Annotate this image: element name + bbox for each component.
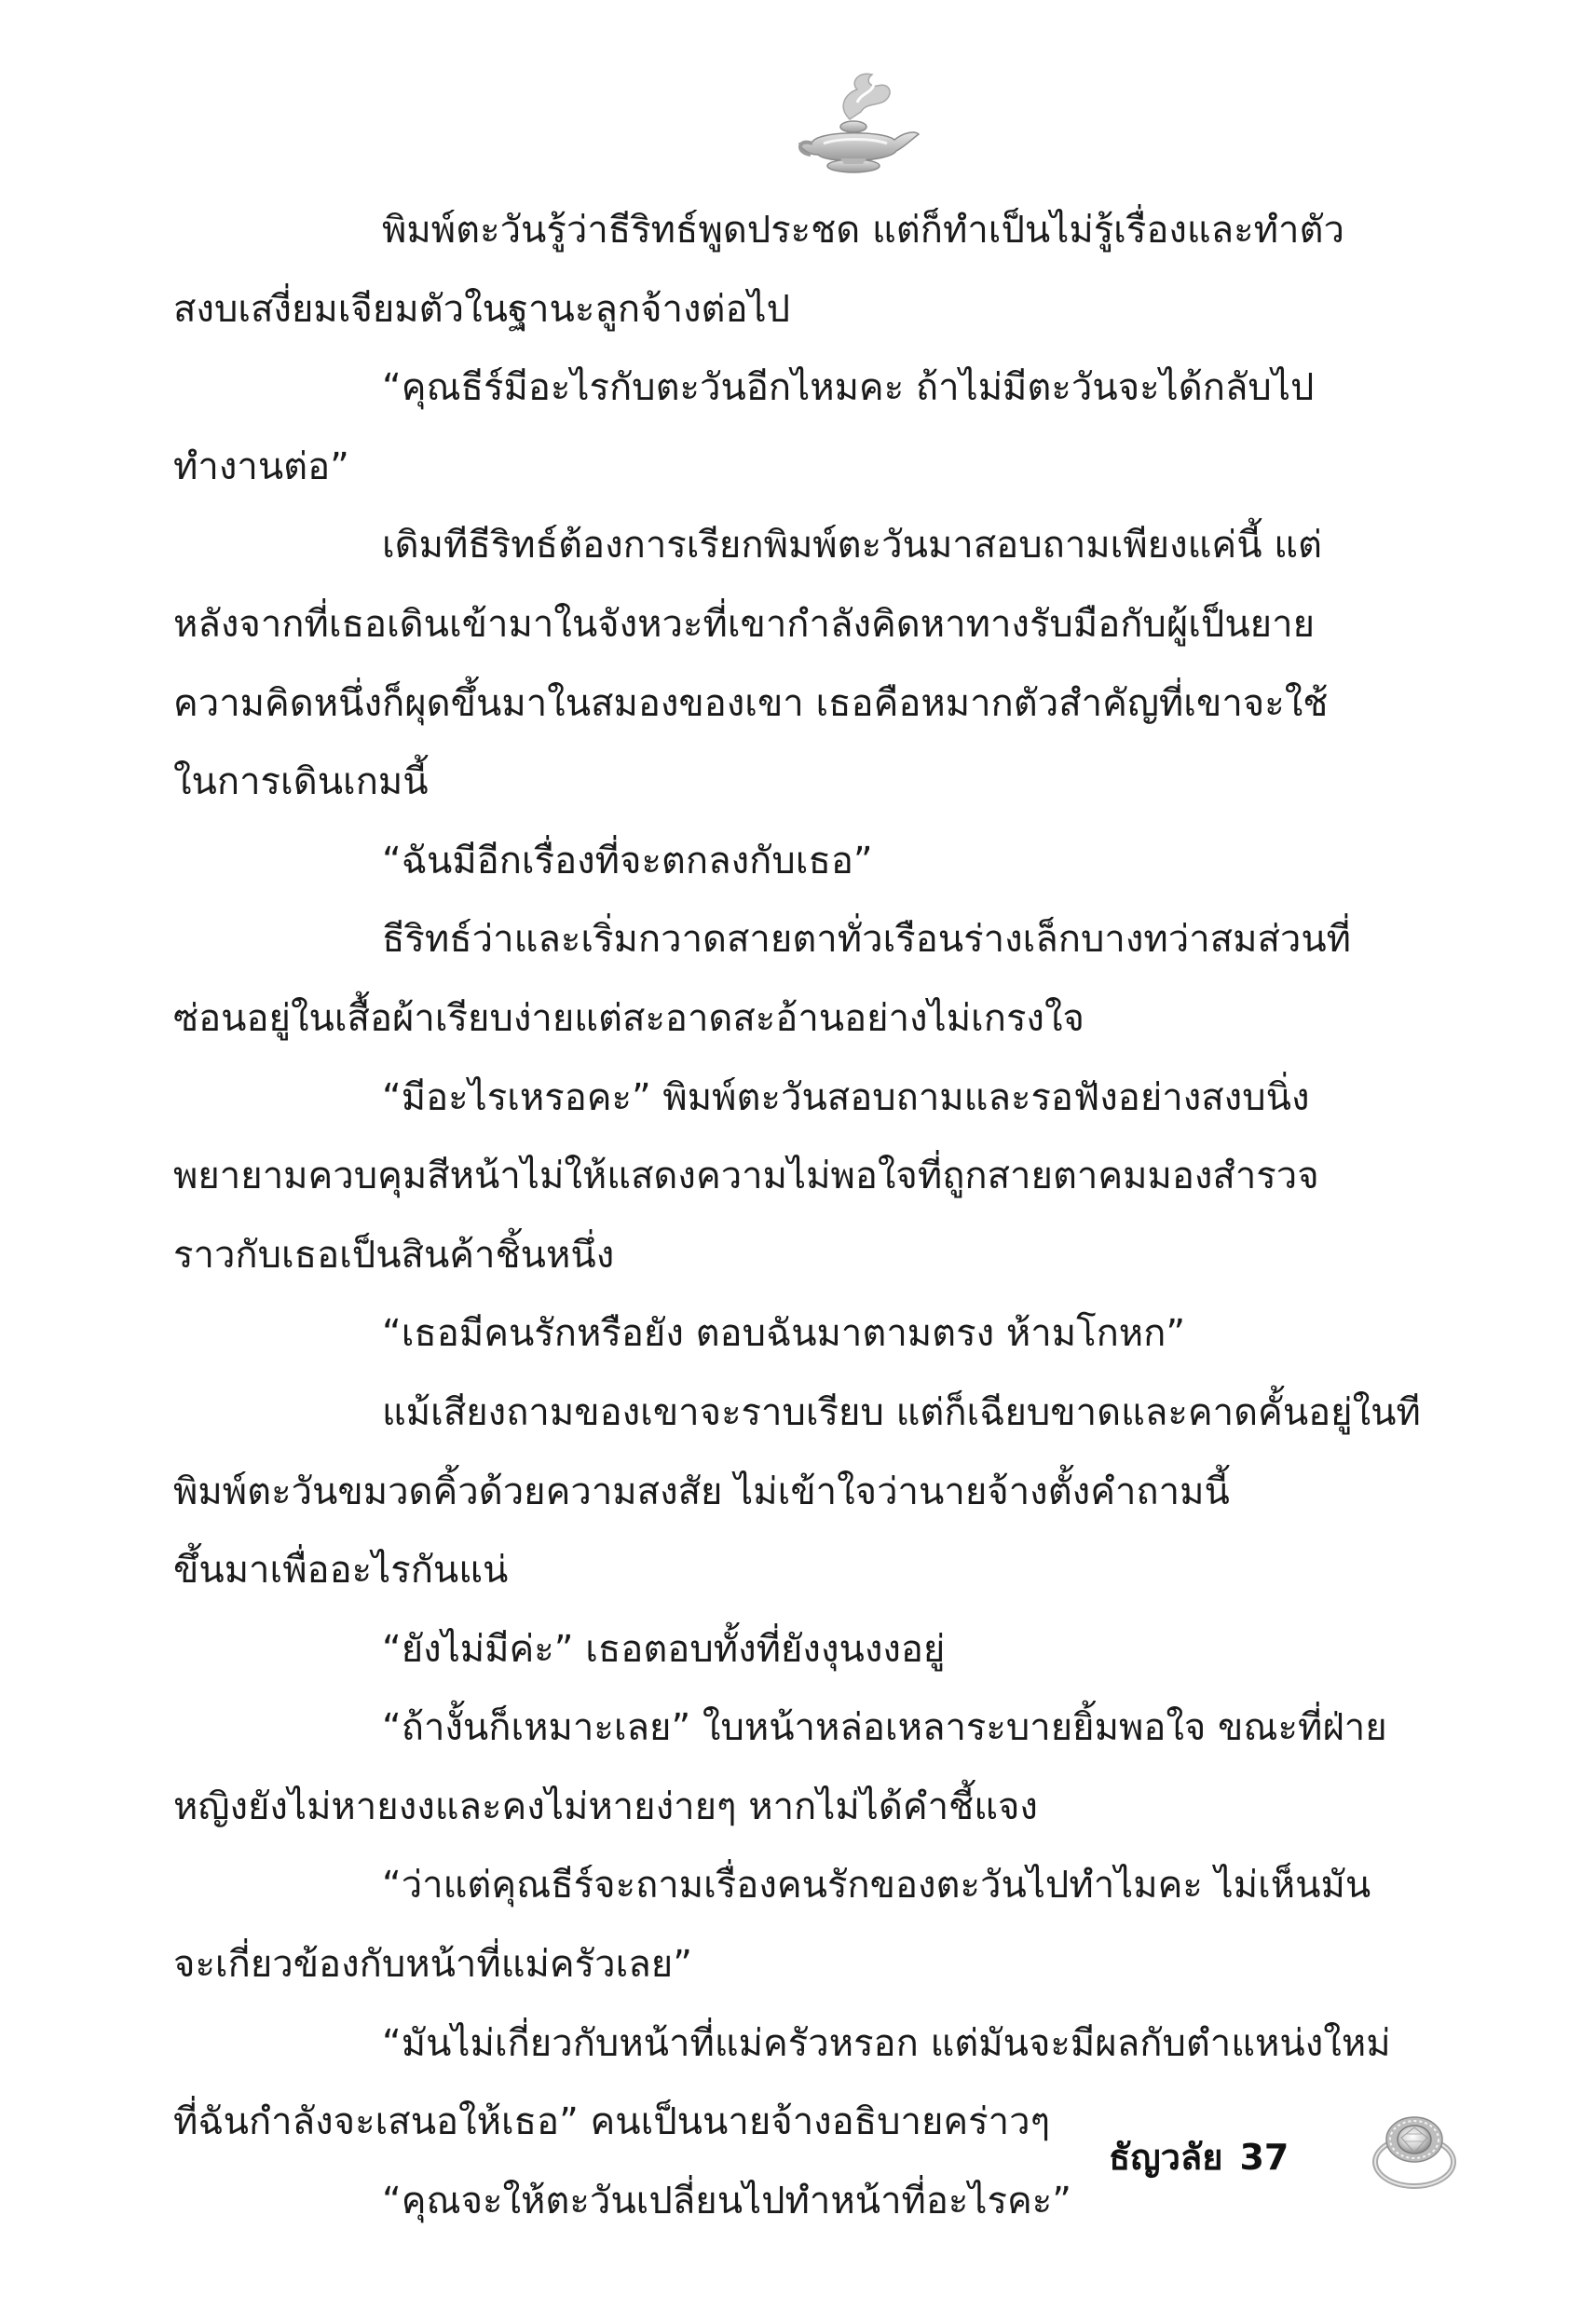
text-line: ขึ้นมาเพื่ออะไรกันแน่ (173, 1549, 509, 1593)
paragraph (173, 1374, 1438, 1610)
text-line: ราวกับเธอเป็นสินค้าชิ้นหนึ่ง (173, 1233, 615, 1277)
text-line: ทำงานต่อ” (173, 444, 349, 488)
paragraph (173, 1846, 1438, 2003)
paragraph (173, 1689, 1438, 1846)
text-line: แม้เสียงถามของเขาจะราบเรียบ แต่ก็เฉียบขาดและคาดคั้นอยู่ในที (382, 1390, 1421, 1434)
paragraph (173, 349, 1438, 506)
text-line: หลังจากที่เธอเดินเข้ามาในจังหวะที่เขากำลังคิดหาทางรับมือกับผู้เป็นยาย (173, 602, 1315, 646)
text-line: พยายามควบคุมสีหน้าไม่ให้แสดงความไม่พอใจที่ถูกสายตาคมมองสำรวจ (173, 1155, 1319, 1198)
text-line: “ถ้างั้นก็เหมาะเลย” ใบหน้าหล่อเหลาระบายยิ้มพอใจ ขณะที่ฝ่าย (382, 1706, 1387, 1750)
paragraph (173, 900, 1438, 1058)
paragraph (173, 506, 1438, 821)
paragraph (173, 1059, 1438, 1295)
text-line: เดิมทีธีริทธ์ต้องการเรียกพิมพ์ตะวันมาสอบถามเพียงแค่นี้ แต่ (382, 524, 1323, 567)
genie-lamp-icon (792, 65, 922, 186)
text-line: “มีอะไรเหรอคะ” พิมพ์ตะวันสอบถามและรอฟังอย่างสงบนิ่ง (382, 1075, 1310, 1119)
paragraph (278, 1610, 1438, 1689)
text-line: “คุณธีร์มีอะไรกับตะวันอีกไหมคะ ถ้าไม่มีตะวันจะได้กลับไป (382, 366, 1315, 410)
paragraph (278, 822, 1438, 901)
folio (1109, 2128, 1289, 2185)
text-line: สงบเสงี่ยมเจียมตัวในฐานะลูกจ้างต่อไป (173, 287, 791, 331)
text-line: ในการเดินเกมนี้ (173, 760, 429, 804)
text-line: “มันไม่เกี่ยวกับหน้าที่แม่ครัวหรอก แต่มันจะมีผลกับตำแหน่งใหม่ (382, 2021, 1391, 2065)
text-line: “คุณจะให้ตะวันเปลี่ยนไปทำหน้าที่อะไรคะ” (382, 2179, 1071, 2222)
text-line: “ยังไม่มีค่ะ” เธอตอบทั้งที่ยังงุนงงอยู่ (382, 1627, 946, 1671)
text-line: “เธอมีคนรักหรือยัง ตอบฉันมาตามตรง ห้ามโกหก” (382, 1312, 1186, 1356)
text-line: พิมพ์ตะวันรู้ว่าธีริทธ์พูดประชด แต่ก็ทำเป็นไม่รู้เรื่องและทำตัว (382, 209, 1344, 252)
page-footer (1109, 2097, 1481, 2199)
text-line: หญิงยังไม่หายงงและคงไม่หายง่ายๆ หากไม่ได้คำชี้แจง (173, 1785, 1038, 1828)
text-line: ความคิดหนึ่งก็ผุดขึ้นมาในสมองของเขา เธอคือหมากตัวสำคัญที่เขาจะใช้ (173, 681, 1329, 725)
paragraph (278, 1294, 1438, 1374)
chapter-body-text (173, 191, 1438, 2240)
text-line: จะเกี่ยวข้องกับหน้าที่แม่ครัวเลย” (173, 1943, 692, 1987)
paragraph (173, 191, 1438, 349)
text-line: “ว่าแต่คุณธีร์จะถามเรื่องคนรักของตะวันไปทำไมคะ ไม่เห็นมัน (382, 1864, 1371, 1908)
text-line: ที่ฉันกำลังจะเสนอให้เธอ” คนเป็นนายจ้างอธิบายคร่าวๆ (173, 2100, 1051, 2144)
text-line: “ฉันมีอีกเรื่องที่จะตกลงกับเธอ” (382, 839, 873, 882)
text-line: ซ่อนอยู่ในเสื้อผ้าเรียบง่ายแต่สะอาดสะอ้านอย่างไม่เกรงใจ (173, 996, 1084, 1040)
page-number: 37 (1239, 2137, 1289, 2178)
diamond-ring-icon (1358, 2097, 1470, 2199)
text-line: พิมพ์ตะวันขมวดคิ้วด้วยความสงสัย ไม่เข้าใจว่านายจ้างตั้งคำถามนี้ (173, 1470, 1230, 1513)
text-line: ธีริทธ์ว่าและเริ่มกวาดสายตาทั่วเรือนร่างเล็กบางทว่าสมส่วนที่ (382, 918, 1352, 962)
author-name: ธัญวลัย (1109, 2137, 1223, 2178)
